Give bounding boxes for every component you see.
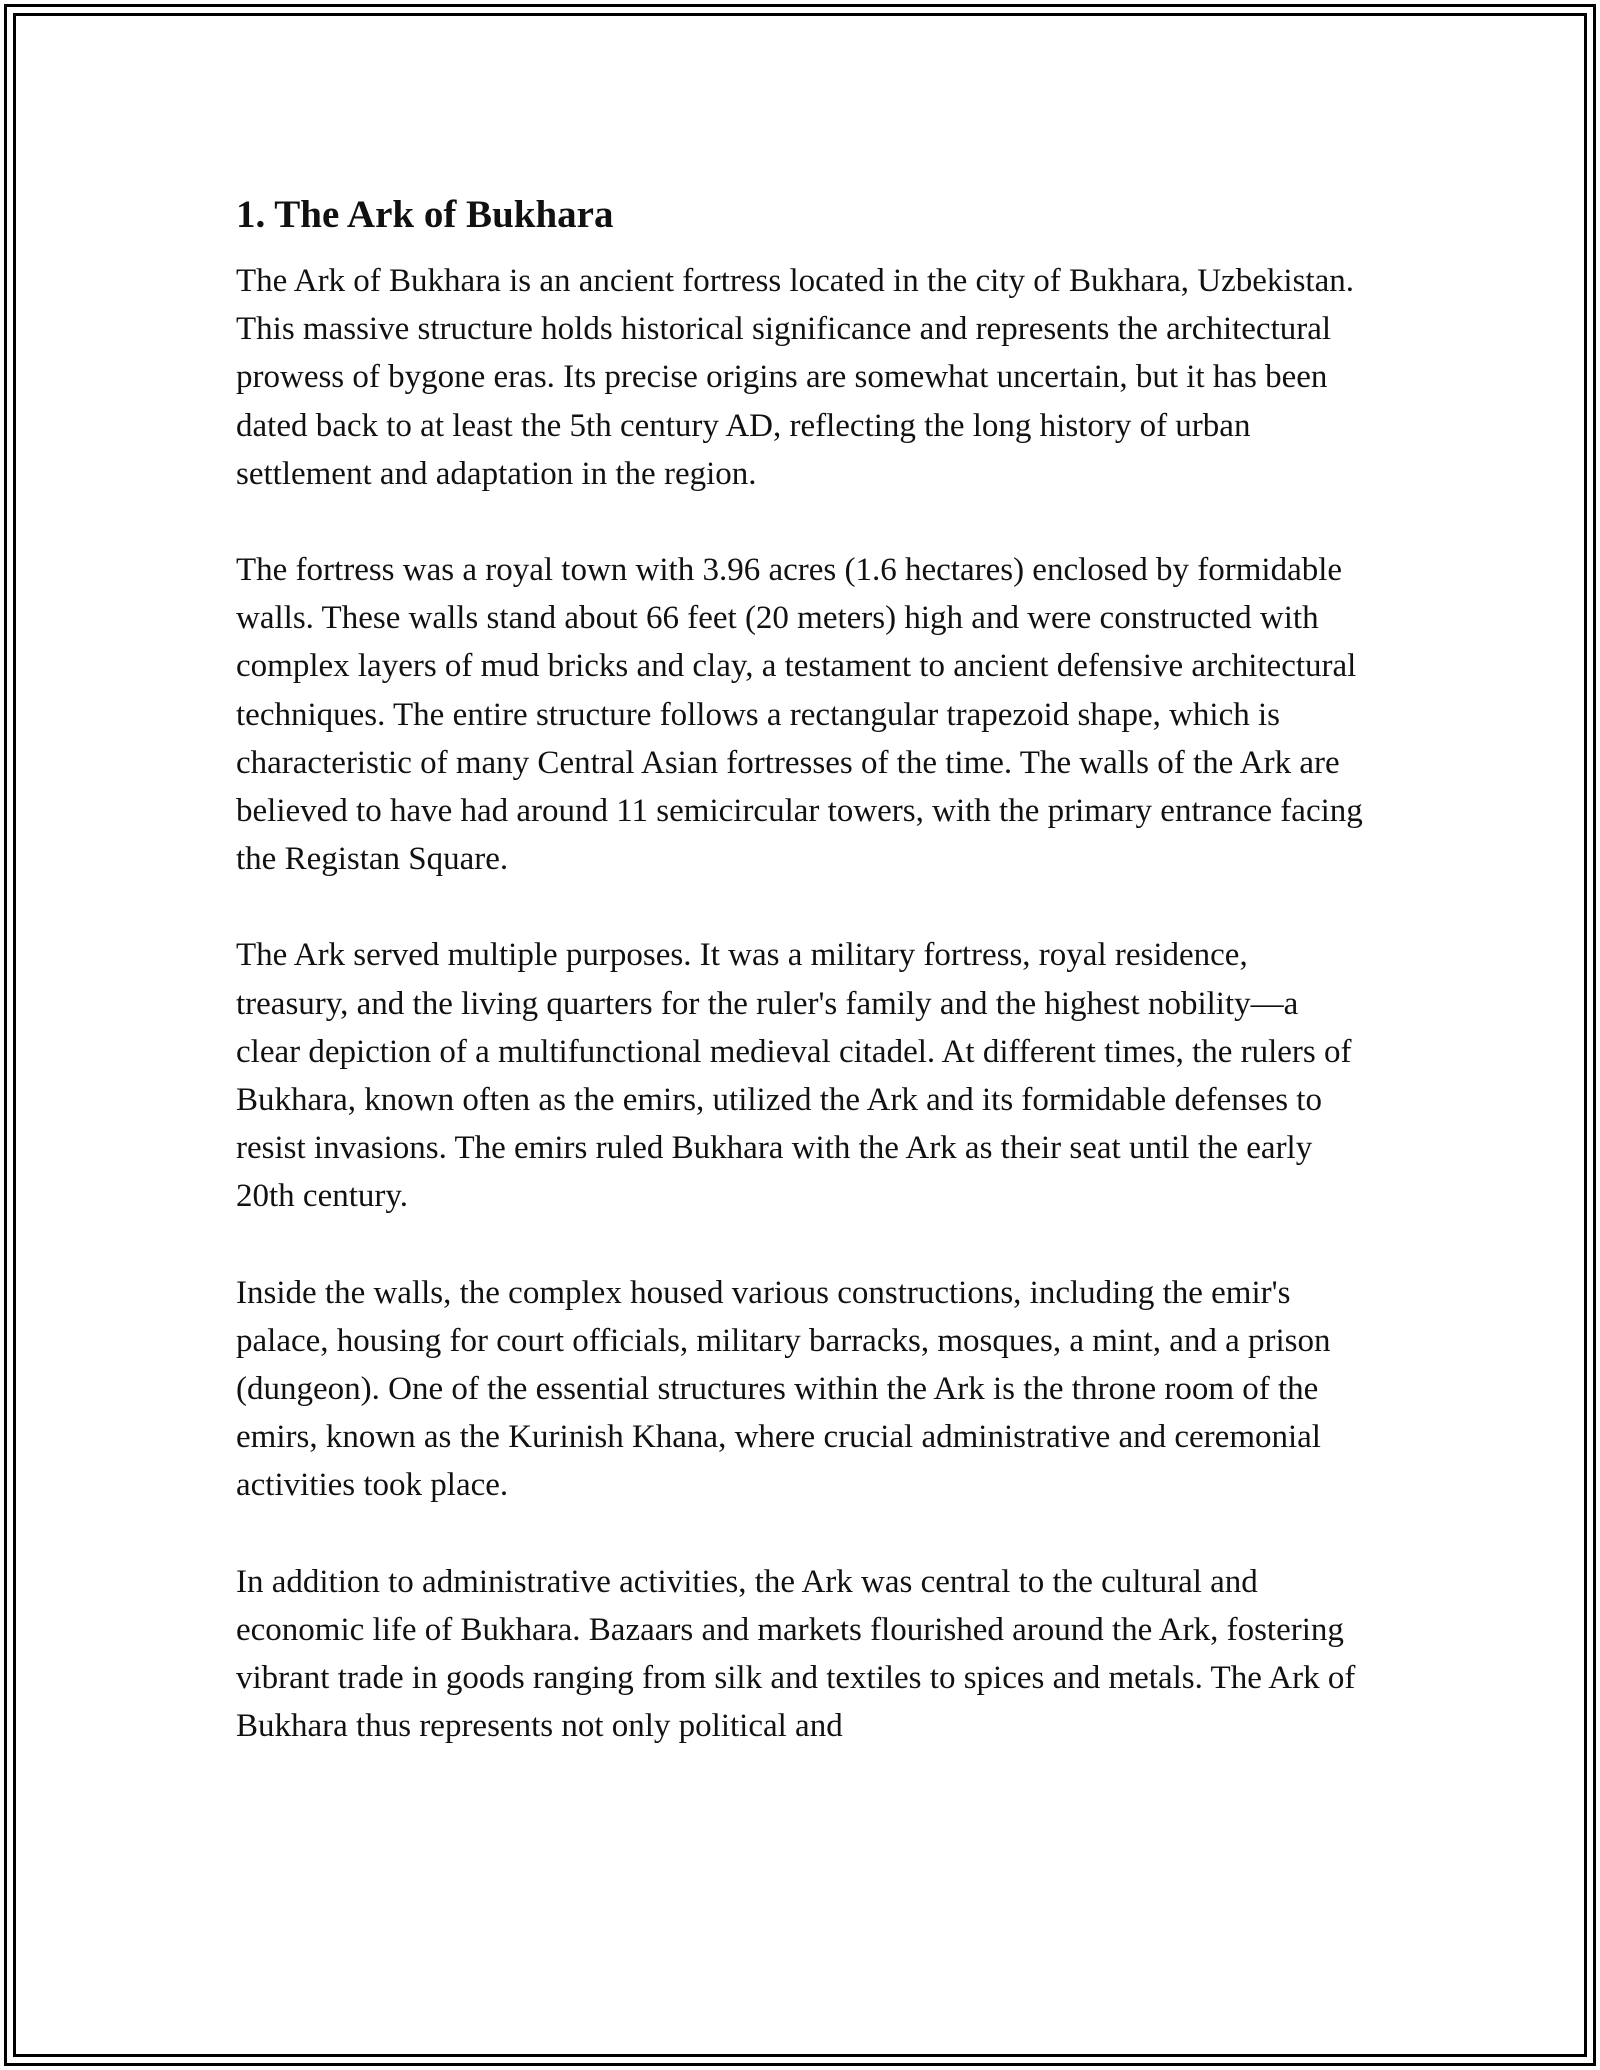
paragraph-2: The fortress was a royal town with 3.96 acres (1.6 hectares) enclosed by formidable walls. These walls stand about 66 feet (20 meters) high and were constructed with complex layers of mud bricks and clay, a testament to ancient defensive architectural techniques. The entire structure follows a rectangular trapezoid shape, which is characteristic of many Central Asian fortresses of the time. The walls of the Ark are believed to have had around 11 semicircular towers, with the primary entrance facing the Registan Square. — [236, 552, 1363, 878]
paragraph-4: Inside the walls, the complex housed various constructions, including the emir's palace, housing for court officials, military barracks, mosques, a mint, and a prison (dungeon). One of the essential structures within the Ark is the throne room of the emirs, known as the Kurinish Khana, where crucial administrative and ceremonial activities took place. — [236, 1274, 1331, 1504]
paragraph-1: The Ark of Bukhara is an ancient fortress located in the city of Bukhara, Uzbekistan. This massive structure holds historical significance and represents the architectural prowess of bygone eras. Its precise origins are somewhat uncertain, but it has been dated back to at least the 5th century AD, reflecting the long history of urban settlement and adaptation in the region. — [236, 263, 1354, 492]
paragraph-5: In addition to administrative activities, the Ark was central to the cultural and economic life of Bukhara. Bazaars and markets flourished around the Ark, fostering vibrant trade in goods ranging from silk and textiles to spices and metals. The Ark of Bukhara thus represents not only political and — [236, 1563, 1356, 1745]
paragraph-3: The Ark served multiple purposes. It was a military fortress, royal residence, treasury, and the living quarters for the ruler's family and the highest nobility—a clear depiction of a multifunctional medieval citadel. At different times, the rulers of Bukhara, known often as the emirs, utilized the Ark and its formidable defenses to resist invasions. The emirs ruled Bukhara with the Ark as their seat until the early 20th century. — [236, 937, 1352, 1215]
document-body — [236, 185, 1366, 1798]
section-heading: 1. The Ark of Bukhara — [236, 193, 614, 236]
